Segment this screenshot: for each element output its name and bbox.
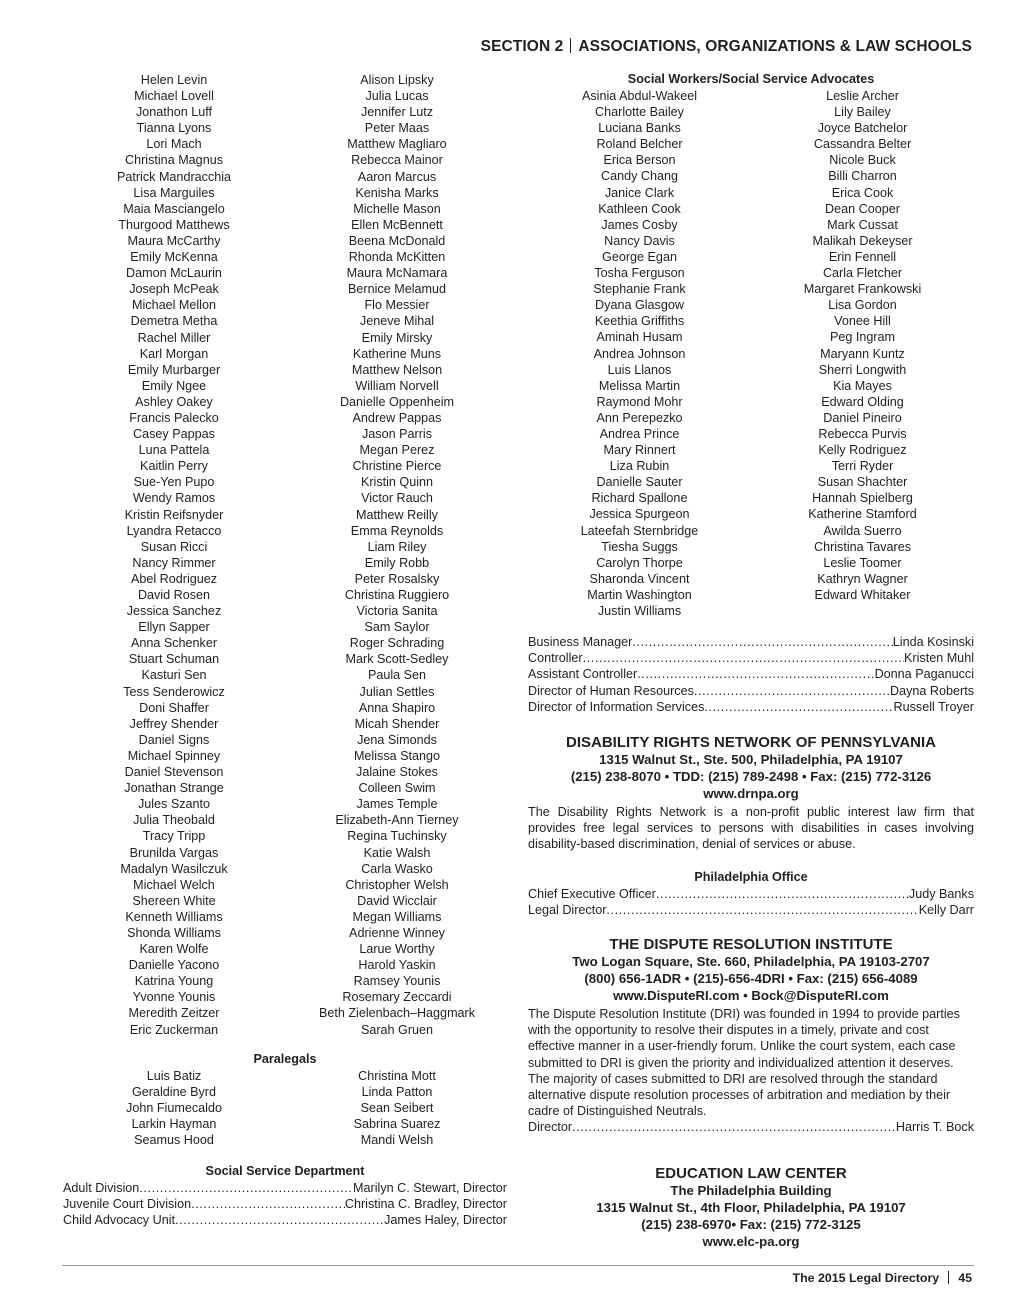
name-entry: Kenisha Marks [355, 185, 439, 200]
dot-leader [606, 902, 918, 918]
attorney-names-column-2 [307, 72, 487, 1038]
name-entry: Danielle Sauter [596, 475, 683, 490]
name-entry: Eric Zuckerman [129, 1022, 219, 1037]
name-entry: Kenneth Williams [125, 909, 223, 924]
name-entry: Karen Wolfe [139, 942, 209, 957]
name-entry: Erica Cook [831, 185, 894, 200]
name-entry: Kasturi Sen [141, 668, 207, 683]
name-entry: Andrea Johnson [593, 346, 686, 361]
name-entry: James Temple [356, 797, 438, 812]
name-entry: Rhonda McKitten [348, 250, 446, 265]
name-entry: Carla Wasko [361, 861, 433, 876]
staff-title: Director of Information Services [528, 699, 705, 714]
name-entry: Maura McNamara [346, 266, 448, 281]
name-entry: Sharonda Vincent [589, 571, 690, 586]
name-entry: Rebecca Purvis [818, 426, 907, 441]
name-entry: Patrick Mandracchia [116, 169, 232, 184]
name-entry: Matthew Reilly [356, 507, 438, 522]
name-entry: Rebecca Mainor [351, 153, 443, 168]
name-entry: David Rosen [137, 588, 211, 602]
name-entry: Lyandra Retacco [126, 523, 222, 538]
dri-staff-list [528, 1119, 974, 1135]
name-entry: Helen Levin [140, 73, 208, 87]
name-entry: Sabrina Suarez [353, 1117, 441, 1132]
name-entry: Lily Bailey [834, 105, 891, 120]
name-entry: Emily Robb [364, 555, 430, 570]
name-entry: Liza Rubin [609, 459, 670, 474]
staff-person: Kristen Muhl [904, 651, 974, 666]
name-entry: Luna Pattela [138, 443, 210, 458]
name-entry: Kathryn Wagner [817, 571, 908, 586]
name-entry: Peg Ingram [829, 330, 896, 345]
dri-website[interactable]: www.DisputeRI.com • Bock@DisputeRI.com [613, 988, 889, 1003]
name-entry: Tiesha Suggs [601, 539, 678, 554]
name-entry: Kia Mayes [833, 378, 892, 393]
name-entry: Edward Whitaker [814, 587, 911, 602]
name-entry: Margaret Frankowski [803, 282, 922, 297]
drn-staff-title: Legal Director [528, 903, 607, 918]
name-entry: Jason Parris [362, 427, 432, 442]
name-entry: Jena Simonds [357, 732, 437, 747]
name-entry: Sherri Longwith [818, 362, 907, 377]
name-entry: Jessica Sanchez [126, 604, 222, 619]
name-entry: Nancy Davis [604, 233, 675, 248]
name-entry: Karl Morgan [139, 346, 209, 361]
name-entry: Melissa Martin [598, 378, 681, 393]
division-row [63, 1196, 507, 1212]
name-entry: Sue-Yen Pupo [133, 475, 215, 490]
attorney-names-column-1 [84, 72, 264, 1038]
name-entry: Tosha Ferguson [594, 266, 685, 281]
elc-phones: (215) 238-6970• Fax: (215) 772-3125 [641, 1217, 861, 1232]
drn-description: The Disability Rights Network is a non-profit public interest law firm that provides free legal services to persons with disabilities in cases involving disability-based discrimination, denial of services or abuse. [528, 805, 974, 852]
name-entry: Edward Olding [821, 394, 904, 409]
dri-entry [528, 936, 974, 1136]
drn-address: 1315 Walnut St., Ste. 500, Philadelphia, PA 19107 [599, 752, 903, 767]
name-entry: Julia Theobald [133, 813, 215, 828]
dot-leader [637, 666, 874, 682]
name-entry: Emily Ngee [141, 378, 207, 393]
name-entry: Liam Riley [367, 539, 427, 554]
name-entry: Erica Berson [603, 153, 676, 168]
name-entry: Lateefah Sternbridge [580, 523, 699, 538]
name-entry: Maia Masciangelo [123, 201, 225, 216]
drn-entry [528, 734, 974, 853]
name-entry: Bernice Melamud [348, 282, 446, 297]
dot-leader [139, 1180, 353, 1196]
staff-person: Donna Paganucci [874, 667, 974, 682]
name-entry: Katherine Stamford [808, 507, 917, 522]
division-person: James Haley, Director [384, 1213, 507, 1228]
page-footer [793, 1271, 972, 1285]
name-entry: Ellyn Sapper [138, 620, 210, 635]
social-workers-grid [528, 88, 974, 619]
dot-leader [694, 683, 890, 699]
page-number: 45 [958, 1271, 972, 1285]
name-entry: Adrienne Winney [349, 925, 445, 940]
name-entry: Jonathon Luff [135, 105, 213, 120]
name-entry: George Egan [602, 249, 677, 264]
drn-name: DISABILITY RIGHTS NETWORK OF PENNSYLVANIA [565, 734, 936, 751]
footer-divider [948, 1271, 949, 1284]
name-entry: Christina Tavares [813, 539, 912, 554]
staff-row [528, 666, 974, 682]
name-entry: Stuart Schuman [128, 652, 220, 667]
name-entry: Terri Ryder [831, 459, 894, 474]
drn-staff-list [528, 886, 974, 918]
name-entry: Mark Cussat [827, 217, 898, 232]
dri-description: The Dispute Resolution Institute (DRI) was founded in 1994 to provide parties with the opportunity to resolve their disputes in a timely, private and cost effective manner in a user-friendly forum. Unlike the court system, each case submitted to DRI is given the priority and individualized attention it deserves. The majority of cases submitted to DRI are resolved through the standard alternative dispute resolution processes of arbitration and mediation by their cadre of Distinguished Neutrals. [528, 1007, 960, 1119]
name-entry: John Fiumecaldo [126, 1101, 222, 1116]
name-entry: Shonda Williams [127, 925, 221, 940]
name-entry: David Wicclair [357, 893, 437, 908]
name-entry: Christina Ruggiero [344, 588, 450, 602]
staff-row [528, 699, 974, 715]
name-entry: Awilda Suerro [823, 523, 902, 538]
name-entry: Ellen McBennett [351, 217, 443, 232]
name-entry: Flo Messier [364, 298, 430, 313]
name-entry: Yvonne Younis [132, 990, 216, 1005]
social-workers-column-1 [528, 88, 751, 619]
name-entry: Seamus Hood [134, 1133, 214, 1148]
name-entry: Erin Fennell [828, 249, 897, 264]
header-divider [570, 38, 571, 53]
dri-staff-title: Director [528, 1120, 573, 1135]
name-entry: Meredith Zeitzer [128, 1006, 220, 1021]
name-entry: Jonathan Strange [124, 781, 224, 796]
name-entry: Luis Llanos [607, 362, 672, 377]
drn-website[interactable]: www.drnpa.org [703, 786, 799, 801]
name-entry: Harold Yaskin [358, 958, 436, 973]
drn-staff-person: Kelly Darr [918, 903, 974, 918]
name-entry: Christina Mott [358, 1069, 436, 1083]
drn-staff-person: Judy Banks [908, 887, 974, 901]
name-entry: Carolyn Thorpe [596, 555, 683, 570]
name-entry: Daniel Signs [138, 732, 210, 747]
dri-staff-row [528, 1119, 974, 1135]
name-entry: Michael Lovell [134, 89, 214, 104]
elc-entry [528, 1165, 974, 1250]
division-person: Marilyn C. Stewart, Director [353, 1181, 507, 1195]
name-entry: Carla Fletcher [822, 266, 903, 281]
name-entry: Christina Magnus [125, 153, 223, 168]
name-entry: Justin Williams [597, 604, 682, 618]
name-entry: Jalaine Stokes [356, 765, 438, 780]
name-entry: Geraldine Byrd [132, 1085, 216, 1100]
name-entry: Casey Pappas [133, 427, 215, 442]
name-entry: Keethia Griffiths [594, 314, 685, 329]
footer-rule [62, 1265, 974, 1266]
dri-address: Two Logan Square, Ste. 660, Philadelphia, PA 19103-2707 [572, 954, 930, 969]
name-entry: Megan Williams [352, 909, 442, 924]
name-entry: Michael Mellon [132, 298, 216, 313]
elc-building: The Philadelphia Building [670, 1183, 832, 1198]
paralegals-column-1 [84, 1068, 264, 1148]
name-entry: Dean Cooper [825, 201, 900, 216]
name-entry: William Norvell [355, 378, 439, 393]
social-service-list [63, 1180, 507, 1229]
name-entry: Christopher Welsh [345, 877, 449, 892]
division-person: Christina C. Bradley, Director [344, 1197, 507, 1212]
name-entry: Luciana Banks [598, 121, 681, 136]
name-entry: Martin Washington [587, 587, 692, 602]
name-entry: Jeneve Mihal [359, 314, 435, 329]
name-entry: Roger Schrading [349, 636, 445, 651]
name-entry: Anna Schenker [130, 636, 218, 651]
dot-leader [632, 634, 892, 650]
staff-person: Russell Troyer [893, 699, 974, 714]
name-entry: Thurgood Matthews [118, 217, 230, 232]
name-entry: Asinia Abdul-Wakeel [581, 89, 698, 103]
staff-person: Dayna Roberts [890, 683, 974, 698]
name-entry: Emily Mirsky [361, 330, 433, 345]
name-entry: Hannah Spielberg [812, 491, 913, 506]
staff-title: Controller [528, 651, 583, 666]
name-entry: Luis Batiz [146, 1069, 202, 1083]
name-entry: Susan Shachter [817, 475, 908, 490]
section-label: SECTION 2 [480, 38, 564, 55]
staff-title: Director of Human Resources [528, 683, 694, 698]
name-entry: Andrea Prince [599, 426, 680, 441]
dot-leader [572, 1119, 896, 1135]
dot-leader [191, 1196, 345, 1212]
name-entry: Malikah Dekeyser [812, 233, 913, 248]
name-entry: Ann Perepezko [596, 410, 683, 425]
name-entry: Michael Welch [133, 877, 215, 892]
name-entry: Alison Lipsky [360, 73, 434, 87]
name-entry: Michelle Mason [353, 201, 441, 216]
name-entry: Rachel Miller [137, 330, 211, 345]
name-entry: Janice Clark [604, 185, 675, 200]
name-entry: Jennifer Lutz [360, 105, 434, 120]
name-entry: Micah Shender [354, 716, 440, 731]
dri-name: THE DISPUTE RESOLUTION INSTITUTE [609, 936, 893, 953]
division-row [63, 1180, 507, 1196]
name-entry: Brunilda Vargas [129, 845, 219, 860]
name-entry: Nancy Rimmer [132, 555, 216, 570]
name-entry: Katie Walsh [363, 845, 431, 860]
paralegals-heading: Paralegals [253, 1052, 317, 1066]
name-entry: Charlotte Bailey [595, 105, 684, 120]
name-entry: Victor Rauch [361, 491, 433, 506]
dot-leader [583, 650, 904, 666]
name-entry: Leslie Archer [826, 89, 899, 103]
paralegals-column-2 [307, 1068, 487, 1148]
name-entry: Melissa Stango [353, 748, 441, 763]
name-entry: Beth Zielenbach–Haggmark [318, 1006, 476, 1021]
staff-person: Linda Kosinski [892, 635, 974, 649]
name-entry: Emma Reynolds [350, 523, 444, 538]
staff-row [528, 683, 974, 699]
name-entry: Tracy Tripp [142, 829, 206, 844]
name-entry: Leslie Toomer [823, 555, 902, 570]
name-entry: Daniel Stevenson [124, 765, 224, 780]
name-entry: Aminah Husam [596, 330, 683, 345]
name-entry: Emily Murbarger [127, 362, 221, 377]
staff-list [528, 634, 974, 715]
drn-staff-row [528, 902, 974, 918]
name-entry: Andrew Pappas [352, 410, 442, 425]
name-entry: Paula Sen [367, 668, 427, 683]
name-entry: Jules Szanto [137, 797, 211, 812]
drn-staff-title: Chief Executive Officer [528, 887, 656, 901]
name-entry: Jeffrey Shender [129, 716, 219, 731]
name-entry: Shereen White [132, 893, 216, 908]
name-entry: Matthew Magliaro [347, 137, 447, 152]
name-entry: Katrina Young [134, 974, 214, 989]
name-entry: Raymond Mohr [596, 394, 683, 409]
name-entry: Danielle Yacono [128, 958, 220, 973]
name-entry: Emily McKenna [130, 250, 218, 265]
name-entry: Daniel Pineiro [823, 410, 902, 425]
name-entry: Tess Senderowicz [123, 684, 225, 699]
name-entry: Joseph McPeak [129, 282, 219, 297]
elc-website[interactable]: www.elc-pa.org [702, 1234, 800, 1249]
name-entry: James Cosby [601, 217, 678, 232]
name-entry: Linda Patton [361, 1085, 433, 1100]
name-entry: Julia Lucas [365, 89, 429, 104]
name-entry: Nicole Buck [829, 153, 896, 168]
dot-leader [656, 886, 909, 902]
name-entry: Victoria Sanita [356, 604, 438, 619]
name-entry: Regina Tuchinsky [347, 829, 447, 844]
drn-phones: (215) 238-8070 • TDD: (215) 789-2498 • Fax: (215) 772-3126 [570, 769, 932, 784]
name-entry: Aaron Marcus [357, 169, 437, 184]
name-entry: Colleen Swim [358, 781, 436, 796]
division-title: Child Advocacy Unit [63, 1213, 175, 1228]
division-row [63, 1212, 507, 1228]
name-entry: Madalyn Wasilczuk [120, 861, 228, 876]
name-entry: Katherine Muns [352, 346, 442, 361]
social-workers-heading: Social Workers/Social Service Advocates [627, 72, 875, 86]
dri-staff-person: Harris T. Bock [895, 1120, 974, 1135]
staff-title: Business Manager [528, 635, 633, 649]
name-entry: Joyce Batchelor [817, 121, 908, 136]
elc-name: EDUCATION LAW CENTER [655, 1165, 847, 1182]
name-entry: Kristin Quinn [360, 475, 434, 490]
name-entry: Larkin Hayman [131, 1117, 217, 1132]
staff-row [528, 650, 974, 666]
name-entry: Sarah Gruen [360, 1022, 434, 1037]
name-entry: Demetra Metha [130, 314, 218, 329]
name-entry: Larue Worthy [359, 942, 435, 957]
staff-title: Assistant Controller [528, 667, 638, 682]
name-entry: Maryann Kuntz [820, 346, 905, 361]
name-entry: Lisa Marguiles [133, 185, 215, 200]
staff-row [528, 634, 974, 650]
name-entry: Wendy Ramos [132, 491, 216, 506]
name-entry: Susan Ricci [140, 539, 208, 554]
division-title: Juvenile Court Division [63, 1197, 192, 1212]
name-entry: Julian Settles [359, 684, 435, 699]
name-entry: Megan Perez [359, 443, 435, 458]
name-entry: Michael Spinney [127, 748, 221, 763]
name-entry: Ashley Oakey [135, 394, 213, 409]
name-entry: Vonee Hill [834, 314, 891, 329]
drn-office-heading: Philadelphia Office [694, 870, 808, 884]
name-entry: Kaitlin Perry [140, 459, 208, 474]
name-entry: Sam Saylor [364, 620, 430, 635]
name-entry: Kelly Rodriguez [818, 443, 907, 458]
name-entry: Danielle Oppenheim [339, 394, 455, 409]
name-entry: Dyana Glasgow [595, 298, 684, 313]
name-entry: Ramsey Younis [353, 974, 441, 989]
name-entry: Francis Palecko [129, 410, 219, 425]
name-entry: Mary Rinnert [603, 443, 676, 458]
name-entry: Lisa Gordon [828, 298, 897, 313]
name-entry: Stephanie Frank [593, 282, 686, 297]
social-service-heading: Social Service Department [205, 1164, 365, 1178]
name-entry: Kathleen Cook [598, 201, 681, 216]
name-entry: Doni Shaffer [139, 700, 209, 715]
name-entry: Richard Spallone [591, 491, 688, 506]
name-entry: Sean Seibert [360, 1101, 434, 1116]
name-entry: Cassandra Belter [813, 137, 912, 152]
publication-name: The 2015 Legal Directory [792, 1271, 940, 1285]
drn-staff-row [528, 886, 974, 902]
name-entry: Abel Rodriguez [130, 571, 218, 586]
name-entry: Damon McLaurin [126, 266, 222, 281]
dot-leader [175, 1212, 384, 1228]
name-entry: Beena McDonald [348, 233, 446, 248]
section-title: ASSOCIATIONS, ORGANIZATIONS & LAW SCHOOLS [578, 38, 972, 55]
name-entry: Kristin Reifsnyder [124, 507, 224, 522]
name-entry: Peter Maas [364, 121, 430, 136]
name-entry: Anna Shapiro [358, 700, 436, 715]
name-entry: Candy Chang [600, 169, 678, 184]
name-entry: Roland Belcher [596, 137, 683, 152]
name-entry: Jessica Spurgeon [589, 507, 690, 522]
name-entry: Christine Pierce [352, 459, 442, 474]
section-header [481, 38, 972, 56]
name-entry: Rosemary Zeccardi [342, 990, 452, 1005]
name-entry: Matthew Nelson [351, 362, 443, 377]
name-entry: Elizabeth-Ann Tierney [335, 813, 459, 828]
dri-phones: (800) 656-1ADR • (215)-656-4DRI • Fax: (215) 656-4089 [584, 971, 918, 986]
elc-address: 1315 Walnut St., 4th Floor, Philadelphia, PA 19107 [596, 1200, 906, 1215]
name-entry: Tianna Lyons [136, 121, 212, 136]
name-entry: Lori Mach [146, 137, 202, 152]
dot-leader [704, 699, 893, 715]
social-workers-column-2 [751, 88, 974, 619]
name-entry: Peter Rosalsky [354, 571, 440, 586]
name-entry: Mark Scott-Sedley [345, 652, 449, 667]
division-title: Adult Division [63, 1181, 140, 1195]
name-entry: Billi Charron [828, 169, 897, 184]
name-entry: Maura McCarthy [127, 233, 221, 248]
name-entry: Mandi Welsh [360, 1133, 434, 1148]
